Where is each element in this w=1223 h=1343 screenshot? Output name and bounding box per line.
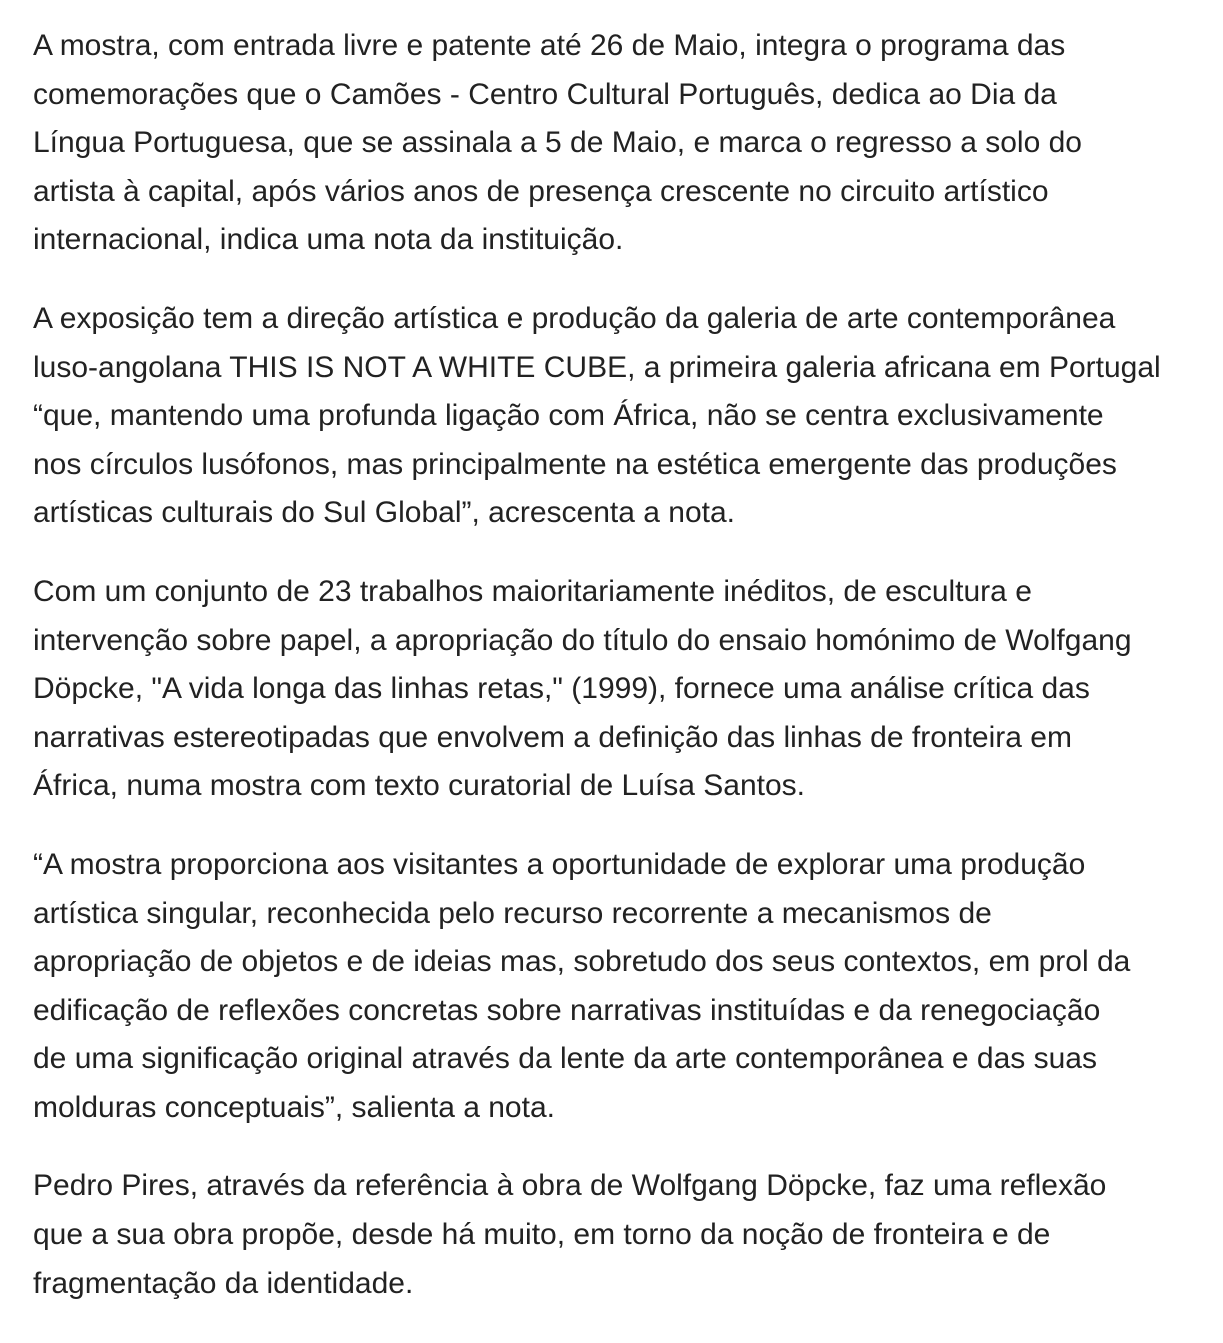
paragraph-line: intervenção sobre papel, a apropriação do título do ensaio homónimo de Wolfgang xyxy=(33,623,1132,657)
paragraph-4 xyxy=(33,841,1205,1133)
paragraph-1 xyxy=(33,22,1205,265)
paragraph-5 xyxy=(33,1162,1205,1308)
paragraph-line: Língua Portuguesa, que se assinala a 5 de Maio, e marca o regresso a solo do xyxy=(33,126,1082,160)
paragraph-line: molduras conceptuais”, salienta a nota. xyxy=(33,1090,555,1124)
paragraph-line: apropriação de objetos e de ideias mas, sobretudo dos seus contextos, em prol da xyxy=(33,945,1131,979)
paragraph-line: que a sua obra propõe, desde há muito, em torno da noção de fronteira e de xyxy=(33,1218,1051,1252)
paragraph-line: artística singular, reconhecida pelo recurso recorrente a mecanismos de xyxy=(33,896,992,930)
paragraph-line: Pedro Pires, através da referência à obra de Wolfgang Döpcke, faz uma reflexão xyxy=(33,1169,1107,1203)
paragraph-line: narrativas estereotipadas que envolvem a definição das linhas de fronteira em xyxy=(33,720,1072,754)
paragraph-line: Döpcke, "A vida longa das linhas retas," (1999), fornece uma análise crítica das xyxy=(33,672,1090,706)
paragraph-line: fragmentação da identidade. xyxy=(33,1266,414,1300)
paragraph-line: luso-angolana THIS IS NOT A WHITE CUBE, a primeira galeria africana em Portugal xyxy=(33,350,1161,384)
paragraph-line: de uma significação original através da lente da arte contemporânea e das suas xyxy=(33,1042,1097,1076)
paragraph-line: nos círculos lusófonos, mas principalmente na estética emergente das produções xyxy=(33,447,1117,481)
paragraph-2 xyxy=(33,295,1205,538)
paragraph-line: comemorações que o Camões - Centro Cultural Português, dedica ao Dia da xyxy=(33,77,1057,111)
paragraph-line: internacional, indica uma nota da instituição. xyxy=(33,223,624,257)
paragraph-line: A exposição tem a direção artística e produção da galeria de arte contemporânea xyxy=(33,301,1116,335)
paragraph-line: edificação de reflexões concretas sobre narrativas instituídas e da renegociação xyxy=(33,993,1101,1027)
paragraph-3 xyxy=(33,568,1205,811)
paragraph-line: “que, mantendo uma profunda ligação com África, não se centra exclusivamente xyxy=(33,399,1104,433)
paragraph-line: artista à capital, após vários anos de presença crescente no circuito artístico xyxy=(33,174,1049,208)
paragraph-line: África, numa mostra com texto curatorial de Luísa Santos. xyxy=(33,769,806,803)
paragraph-line: “A mostra proporciona aos visitantes a oportunidade de explorar uma produção xyxy=(33,847,1086,881)
paragraph-line: artísticas culturais do Sul Global”, acrescenta a nota. xyxy=(33,496,736,530)
paragraph-line: Com um conjunto de 23 trabalhos maioritariamente inéditos, de escultura e xyxy=(33,574,1032,608)
paragraph-line: A mostra, com entrada livre e patente até 26 de Maio, integra o programa das xyxy=(33,29,1066,62)
